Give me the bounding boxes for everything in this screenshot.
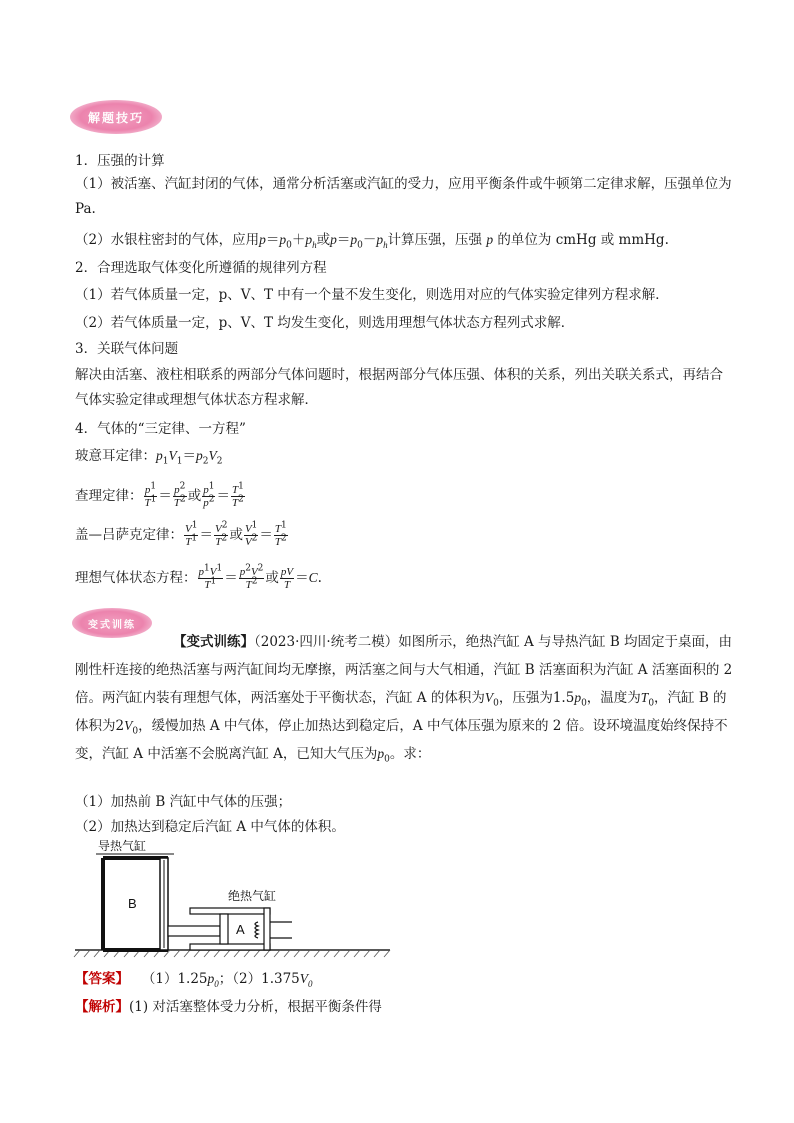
section1-heading: 1．压强的计算	[75, 153, 165, 169]
problem-tag: 【变式训练】	[173, 634, 254, 650]
analysis-tag: 【解析】	[75, 999, 129, 1015]
label-a: A	[236, 922, 245, 937]
section2-heading: 2．合理选取气体变化所遵循的规律列方程	[75, 260, 327, 276]
boyle-law: 玻意耳定律：$p_1V_1=p_2V_2$	[75, 448, 223, 467]
problem-source: （2023·四川·统考二模）	[254, 634, 399, 650]
section1-p2: （2）水银柱密封的气体，应用$p=p_0+p_h$或$p=p_0-p_h$计算压强，压强 p 的单位为 cmHg 或 mmHg.	[75, 232, 669, 251]
section3-p1: 解决由活塞、液柱相联系的两部分气体问题时，根据两部分气体压强、体积的关系，列出关联关系式，再结合气体实验定律或理想气体状态方程求解．	[75, 367, 723, 408]
gaylussac-law: 盖—吕萨克定律： $\frac{V^1}{T^1}$ ＝ $\frac{V^2}{T^2}$ 或 $\frac{V^1}{V^2}$ ＝ $\frac{T^1}{T^2}$	[75, 520, 287, 548]
question-2: （2）加热达到稳定后汽缸 A 中气体的体积。	[75, 819, 345, 835]
answer-tag: 【答案】	[75, 971, 129, 987]
tips-badge	[70, 100, 162, 134]
section4-heading: 4．气体的“三定律、一方程”	[75, 421, 246, 437]
ideal-gas-law: 理想气体状态方程： $\frac{p^1V^1}{T^1}$ ＝ $\frac{p^2V^2}{T^2}$ 或 $\frac{pV}{T}$ ＝C.	[75, 563, 322, 591]
cylinder-diagram	[70, 838, 400, 958]
tips-badge-label: 解题技巧	[87, 110, 144, 125]
charles-law: 查理定律： $\frac{p^1}{T^1}$ ＝ $\frac{p^2}{T^2}$ 或 $\frac{p^1}{p^2}$ ＝ $\frac{T^1}{T^2}$	[75, 481, 244, 509]
problem-text: 【变式训练】（2023·四川·统考二模）如图所示，绝热汽缸 A 与导热汽缸 B 均固定于桌面，由刚性杆连接的绝热活塞与两汽缸间均无摩擦，两活塞之间与大气相通，汽缸 B 活塞面积为汽缸 A 活塞面积的 2 倍。两汽缸内装有理想气体，两活塞处于平衡状态，汽缸 A 的体积为$V_0$，压强为$1.5p_0$，温度为$T_0$，汽缸 B 的体积为$2V_0$，缓慢加热 A 中气体，停止加热达到稳定后，A 中气体压强为原来的 2 倍。设环境温度始终保持不变，汽缸 A 中活塞不会脱离汽缸 A，已知大气压为$p_0$。求：	[75, 634, 733, 765]
question-1: （1）加热前 B 汽缸中气体的压强；	[75, 794, 292, 810]
training-badge-label: 变式训练	[88, 619, 136, 631]
answer-line: 【答案】 $(1)1.25p_0$；$(2)1.375V_0$	[75, 971, 313, 989]
section3-heading: 3．关联气体问题	[75, 341, 179, 357]
section2-p2: （2）若气体质量一定，p、V、T 均发生变化，则选用理想气体状态方程列式求解．	[75, 315, 575, 331]
analysis-line: 【解析】(1) 对活塞整体受力分析，根据平衡条件得	[75, 999, 382, 1015]
label-conducting-cylinder: 导热气缸	[98, 839, 147, 853]
label-insulated-cylinder: 绝热气缸	[228, 889, 277, 903]
section2-p1: （1）若气体质量一定，p、V、T 中有一个量不发生变化，则选用对应的气体实验定律列方程求解．	[75, 287, 669, 303]
section1-p1: （1）被活塞、汽缸封闭的气体，通常分析活塞或汽缸的受力，应用平衡条件或牛顿第二定律求解，压强单位为 Pa.	[75, 176, 732, 217]
label-b: B	[128, 896, 137, 911]
